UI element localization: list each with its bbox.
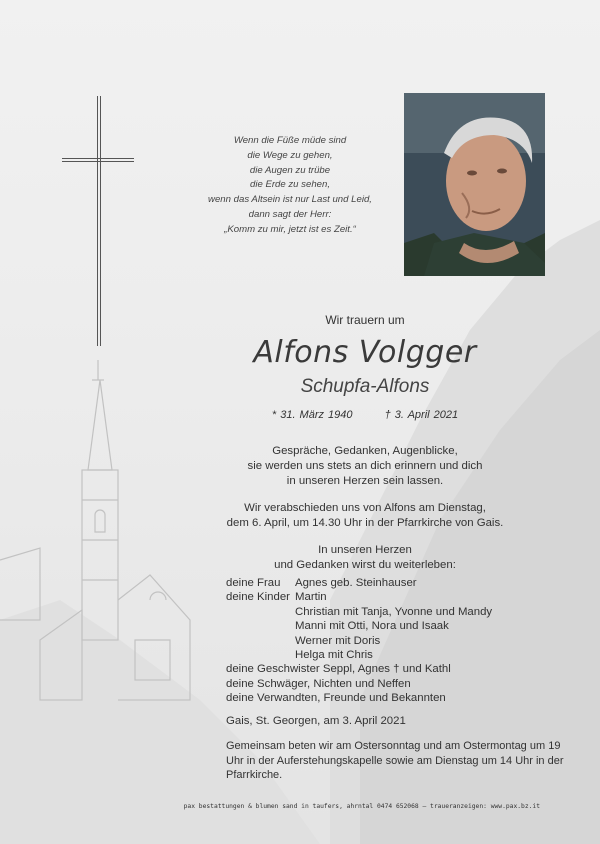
family-label: deine Frau (226, 577, 281, 589)
paragraph-line: Wir verabschieden uns von Alfons am Dienstag, (244, 502, 486, 514)
family-intro-paragraph (150, 543, 580, 573)
family-list (226, 576, 492, 706)
poem-line: die Wege zu gehen, (247, 149, 333, 161)
funeral-paragraph (150, 501, 580, 531)
family-text: Manni mit Otti, Nora und Isaak (295, 620, 449, 633)
family-row (226, 619, 492, 633)
family-row (226, 590, 492, 604)
poem-line: die Erde zu sehen, (249, 179, 330, 191)
paragraph-line: In unseren Herzen (318, 544, 412, 556)
family-text: Agnes geb. Steinhauser (295, 577, 417, 589)
poem-line: „Komm zu mir, jetzt ist es Zeit.“ (224, 223, 356, 235)
family-row (226, 634, 492, 648)
family-row (226, 677, 492, 691)
family-row (226, 691, 492, 705)
family-text: Martin (295, 591, 327, 604)
paragraph-line: in unseren Herzen sein lassen. (286, 475, 444, 487)
birth-date: * 31. März 1940 (271, 409, 353, 421)
paragraph-line: sie werden uns stets an dich erinnern und dich (247, 460, 483, 472)
family-row (226, 605, 492, 619)
family-row (226, 648, 492, 662)
poem-line: wenn das Altsein ist nur Last und Leid, (208, 194, 372, 206)
life-dates (150, 409, 580, 421)
family-text: Werner mit Doris (295, 634, 381, 647)
prayer-notice: Gemeinsam beten wir am Ostersonntag und am Ostermontag um 19 Uhr in der Auferstehungskapelle sowie am Dienstag um 14 Uhr in der Pfarrkirche. (226, 740, 564, 782)
cross-icon (97, 96, 98, 346)
cross-icon-bar-2 (62, 161, 134, 162)
cross-icon-line (100, 96, 101, 346)
place-date: Gais, St. Georgen, am 3. April 2021 (226, 715, 406, 727)
family-text: Christian mit Tanja, Yvonne und Mandy (295, 605, 493, 618)
deceased-name: Alfons Volgger (253, 335, 477, 370)
paragraph-line: und Gedanken wirst du weiterleben: (274, 559, 456, 571)
poem-line: die Augen zu trübe (249, 164, 331, 176)
family-label: deine Kinder (226, 591, 290, 604)
poem (190, 134, 390, 238)
paragraph-line: Gespräche, Gedanken, Augenblicke, (272, 445, 458, 457)
remembrance-paragraph (150, 444, 580, 489)
cross-icon-bar (62, 158, 134, 159)
poem-line: dann sagt der Herr: (248, 208, 332, 220)
family-text: Helga mit Chris (295, 648, 373, 661)
family-text: deine Geschwister Seppl, Agnes † und Kathl (226, 663, 451, 676)
family-row (226, 662, 492, 676)
portrait-photo (404, 93, 545, 276)
footer-credits: pax bestattungen & blumen sand in taufers, ahrntal 0474 652068 – traueranzeigen: www.pax.bz.it (183, 803, 540, 810)
family-text: deine Verwandten, Freunde und Bekannten (226, 692, 446, 705)
intro-text: Wir trauern um (325, 313, 405, 327)
family-row (226, 576, 492, 590)
poem-line: Wenn die Füße müde sind (233, 135, 347, 146)
nickname: Schupfa-Alfons (300, 376, 430, 397)
paragraph-line: dem 6. April, um 14.30 Uhr in der Pfarrkirche von Gais. (226, 517, 504, 529)
family-text: deine Schwäger, Nichten und Neffen (226, 677, 411, 690)
death-date: † 3. April 2021 (384, 409, 459, 421)
